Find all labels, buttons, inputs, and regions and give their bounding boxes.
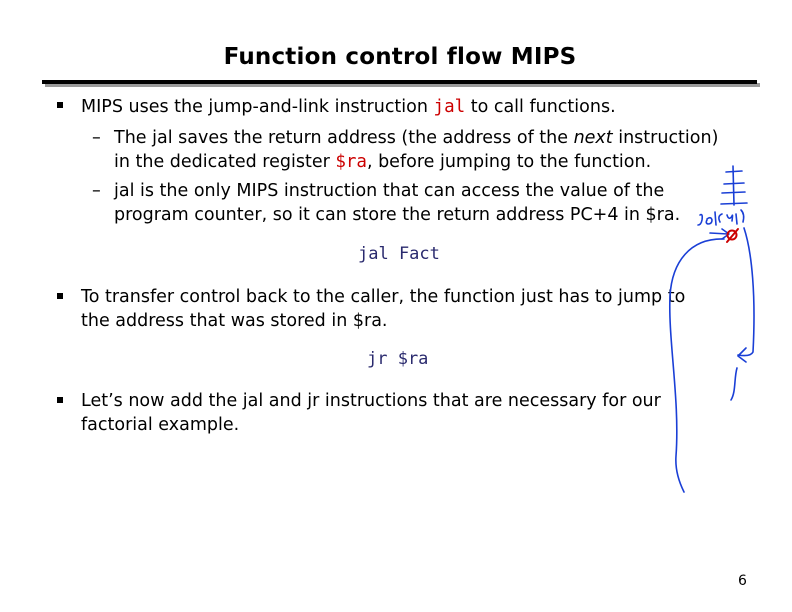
code-jal-fact: jal Fact — [358, 244, 440, 264]
sub-bullet-dash: – — [92, 181, 101, 201]
bullet-marker — [57, 102, 63, 108]
title-underline — [42, 80, 757, 84]
sub-bullet-dash: – — [92, 128, 101, 148]
sub-1-line-1-pre: The jal saves the return address (the address of the — [114, 128, 574, 148]
bullet-3-line-2: factorial example. — [81, 415, 240, 435]
bullet-marker — [57, 293, 63, 299]
bullet-2-line-1: To transfer control back to the caller, the function just has to jump to — [81, 287, 686, 307]
sub-bullet-1-line-2 — [114, 151, 651, 174]
bullet-2-line-2: the address that was stored in $ra. — [81, 311, 388, 331]
ra-register: $ra — [335, 152, 367, 172]
page-number: 6 — [738, 573, 747, 589]
sub-1-line-2-post: , before jumping to the function. — [366, 152, 652, 172]
bullet-marker — [57, 397, 63, 403]
sub-1-line-2-pre: in the dedicated register — [114, 152, 336, 172]
sub-bullet-2-line-2: program counter, so it can store the return address PC+4 in $ra. — [114, 205, 681, 225]
bullet-1-pre: MIPS uses the jump-and-link instruction — [81, 97, 434, 117]
sub-1-line-1-post: instruction) — [612, 128, 719, 148]
bullet-3-line-1: Let’s now add the jal and jr instructions that are necessary for our — [81, 391, 661, 411]
next-emphasis: next — [573, 128, 613, 148]
sub-bullet-1-line-1 — [114, 127, 718, 150]
sub-bullet-2-line-1: jal is the only MIPS instruction that can access the value of the — [114, 181, 665, 201]
code-jr-ra: jr $ra — [367, 349, 429, 369]
bullet-1-post: to call functions. — [465, 97, 616, 117]
jal-keyword: jal — [433, 97, 466, 117]
bullet-1-text — [81, 96, 616, 119]
slide-title: Function control flow MIPS — [223, 44, 577, 70]
